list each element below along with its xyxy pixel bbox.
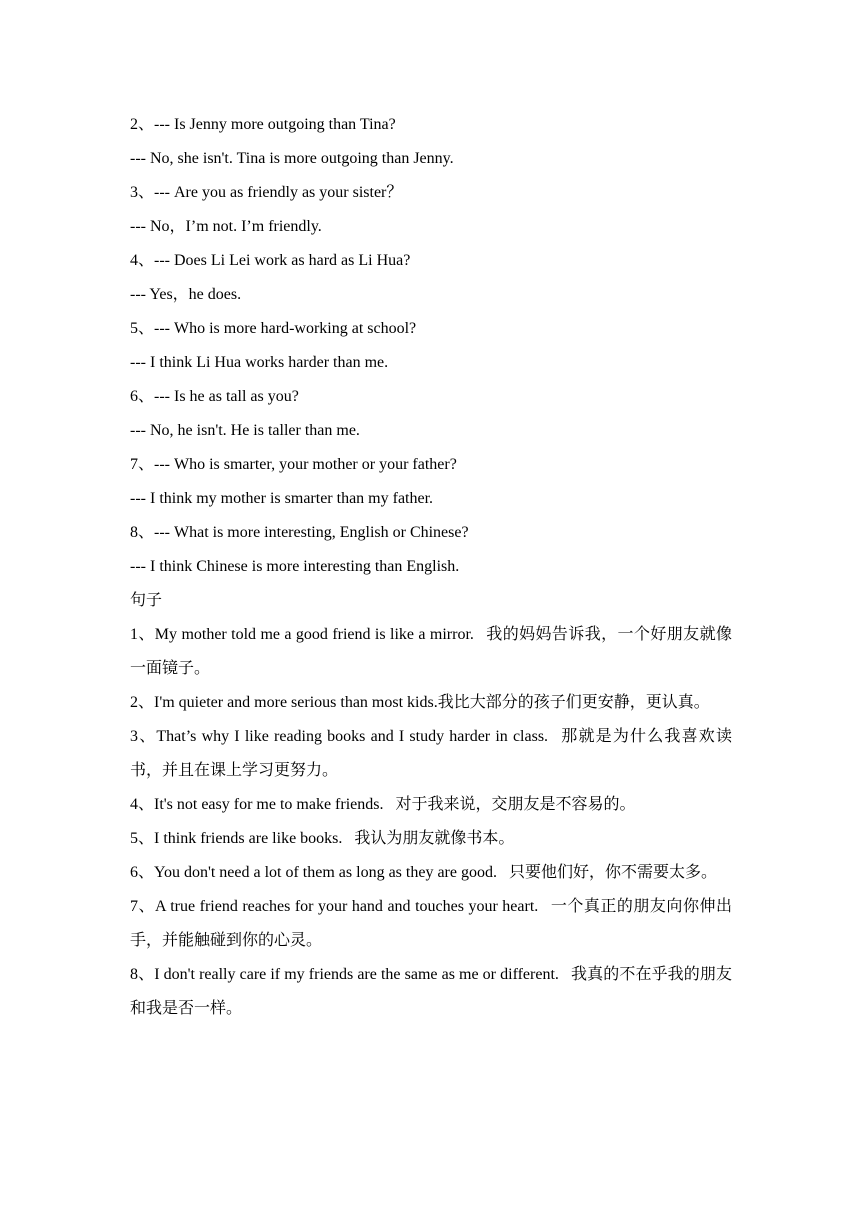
sentence-english: 1、My mother told me a good friend is like a mirror.	[130, 626, 474, 643]
dialogue-answer: --- No，I’m not. I’m friendly.	[130, 218, 322, 235]
sentence-english: 6、You don't need a lot of them as long as they are good.	[130, 864, 497, 881]
sentence-english: 5、I think friends are like books.	[130, 830, 343, 847]
dialogue-answer: --- No, she isn't. Tina is more outgoing than Jenny.	[130, 150, 454, 167]
sentence-item	[130, 788, 732, 822]
sentence-item	[130, 822, 732, 856]
dialogue-question: 3、--- Are you as friendly as your sister？	[130, 184, 403, 201]
dialogue-list	[130, 108, 732, 584]
dialogue-question: 4、--- Does Li Lei work as hard as Li Hua?	[130, 252, 411, 269]
sentence-item	[130, 856, 732, 890]
dialogue-answer: --- I think Li Hua works harder than me.	[130, 354, 389, 371]
sentence-english: 8、I don't really care if my friends are the same as me or different.	[130, 966, 559, 983]
dialogue-question: 5、--- Who is more hard-working at school?	[130, 320, 417, 337]
sentence-item	[130, 890, 732, 958]
sentence-chinese: 对于我来说，交朋友是不容易的。	[395, 796, 636, 813]
dialogue-answer: --- Yes，he does.	[130, 286, 242, 303]
dialogue-question: 2、--- Is Jenny more outgoing than Tina?	[130, 116, 396, 133]
dialogue-answer: --- No, he isn't. He is taller than me.	[130, 422, 360, 439]
sentence-chinese: 我真的不在乎我的朋友和我是否一样。	[130, 966, 732, 1017]
sentence-chinese: 我的妈妈告诉我，一个好朋友就像一面镜子。	[130, 626, 732, 677]
dialogue-question: 6、--- Is he as tall as you?	[130, 388, 299, 405]
dialogue-answer: --- I think Chinese is more interesting than English.	[130, 558, 460, 575]
sentence-english: 2、I'm quieter and more serious than most kids.	[130, 694, 438, 711]
sentence-chinese: 那就是为什么我喜欢读书，并且在课上学习更努力。	[130, 728, 732, 779]
sentence-chinese: 只要他们好，你不需要太多。	[508, 864, 717, 881]
sentence-chinese: 一个真正的朋友向你伸出手，并能触碰到你的心灵。	[130, 898, 732, 949]
sentence-list	[130, 618, 732, 1026]
sentence-chinese: 我认为朋友就像书本。	[354, 830, 515, 847]
sentence-item	[130, 618, 732, 686]
sentences-heading: 句子	[130, 592, 163, 609]
dialogue-question: 7、--- Who is smarter, your mother or your father?	[130, 456, 457, 473]
dialogue-answer: --- I think my mother is smarter than my father.	[130, 490, 434, 507]
sentence-english: 3、That’s why I like reading books and I study harder in class.	[130, 728, 549, 745]
sentence-english: 4、It's not easy for me to make friends.	[130, 796, 384, 813]
sentence-english: 7、A true friend reaches for your hand and touches your heart.	[130, 898, 539, 915]
document-page	[130, 108, 732, 1026]
sentence-item	[130, 720, 732, 788]
sentence-item	[130, 958, 732, 1026]
sentence-item	[130, 686, 732, 720]
dialogue-question: 8、--- What is more interesting, English or Chinese?	[130, 524, 469, 541]
sentence-chinese: 我比大部分的孩子们更安静，更认真。	[437, 694, 710, 711]
